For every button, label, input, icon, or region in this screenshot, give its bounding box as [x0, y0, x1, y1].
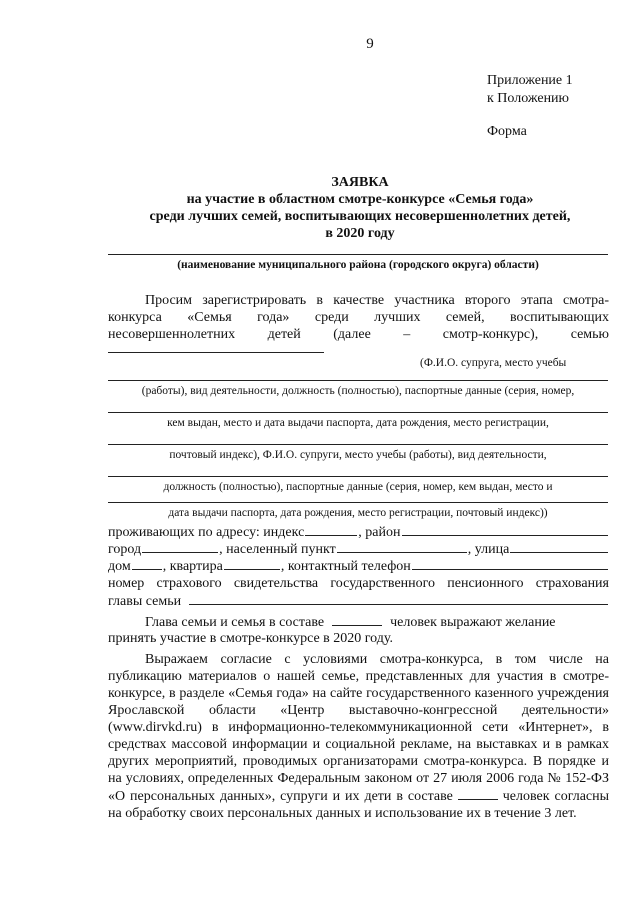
request-line-3: несовершеннолетних детей (далее – смотр-конкурс), семью: [108, 327, 609, 342]
consent-text-b: человек согласны на обработку своих персональных данных и использование их в течение 3 лет.: [108, 789, 610, 821]
title-line-3: среди лучших семей, воспитывающих несовершеннолетних детей,: [149, 209, 571, 224]
family-size-label-a: Глава семьи и семья в составе: [145, 615, 325, 630]
municipality-caption: (наименование муниципального района (городского округа) области): [177, 259, 539, 271]
fill-line-3[interactable]: [108, 444, 608, 445]
consent-text-a: Выражаем согласие с условиями смотра-конкурса, в том числе на публикацию материалов о нашей семье, представленных для участия в смотре-конкурсе, в разделе «Семья года» на сайте государственного казенного учреждения Ярославской области «Центр выставочно-конгрессной деятельности» (www.dirvkd.ru) в информационно-телекоммуникационной сети «Интернет», в средствах массовой информации и социальной рекламе, на выставках и в рамках других мероприятий, проводимых организаторами смотра-конкурса. В порядке и на условиях, определенных Федеральным законом от 27 июля 2006 года № 152-ФЗ «О персональных данных», супруги и их дети в составе: [108, 652, 609, 804]
district-field[interactable]: [402, 523, 609, 536]
house-field[interactable]: [132, 557, 162, 570]
annex-block: [487, 72, 573, 108]
children-count-field[interactable]: [458, 787, 498, 800]
street-field[interactable]: [510, 540, 608, 553]
snils-line: номер страхового свидетельства государственного пенсионного страхования: [108, 576, 609, 591]
caption-spouse-6: дата выдачи паспорта, дата рождения, место регистрации, почтовый индекс)): [168, 507, 548, 519]
caption-spouse-4: почтовый индекс), Ф.И.О. супруги, место учебы (работы), вид деятельности,: [169, 449, 547, 461]
family-size-line-2: принять участие в смотре-конкурсе в 2020 году.: [108, 631, 393, 646]
fill-line-2[interactable]: [108, 412, 608, 413]
address-apartment-label: , квартира: [162, 559, 223, 574]
address-index-label: проживающих по адресу: индекс: [108, 525, 305, 540]
page-number: 9: [366, 36, 374, 52]
address-row-1: [108, 523, 609, 540]
form-label: Форма: [487, 124, 527, 139]
family-size-row: [108, 613, 609, 630]
family-head-label: главы семьи: [108, 594, 182, 609]
caption-spouse-3: кем выдан, место и дата выдачи паспорта, дата рождения, место регистрации,: [167, 417, 549, 429]
title-line-1: ЗАЯВКА: [331, 175, 389, 190]
address-phone-label: , контактный телефон: [280, 559, 411, 574]
city-field[interactable]: [142, 540, 218, 553]
address-locality-label: , населенный пункт: [219, 542, 336, 557]
apartment-field[interactable]: [224, 557, 280, 570]
annex-line-1: Приложение 1: [487, 73, 573, 88]
consent-paragraph: [108, 651, 609, 822]
address-district-label: , район: [358, 525, 401, 540]
family-size-label-b: человек выражают желание: [390, 615, 556, 630]
municipality-line[interactable]: [108, 254, 608, 255]
request-line-1: Просим зарегистрировать в качестве участника второго этапа смотра-: [145, 293, 609, 308]
phone-field[interactable]: [412, 557, 608, 570]
address-city-label: город: [108, 542, 142, 557]
family-size-field[interactable]: [332, 613, 382, 626]
fill-line-5[interactable]: [108, 502, 608, 503]
family-head-row: [108, 592, 609, 609]
fill-line-4[interactable]: [108, 476, 608, 477]
annex-line-2: к Положению: [487, 91, 570, 106]
title-line-4: в 2020 году: [325, 226, 395, 241]
locality-field[interactable]: [337, 540, 467, 553]
request-line-2: конкурса «Семья года» среди лучших семей, воспитывающих: [108, 310, 609, 325]
address-house-label: дом: [108, 559, 131, 574]
title-line-2: на участие в областном смотре-конкурсе «Семья года»: [186, 192, 534, 207]
address-street-label: , улица: [467, 542, 510, 557]
index-field[interactable]: [305, 523, 357, 536]
family-head-field[interactable]: [189, 592, 608, 605]
family-name-line[interactable]: [108, 352, 324, 353]
address-row-3: [108, 557, 609, 574]
fill-line-1[interactable]: [108, 380, 608, 381]
caption-spouse-1: (Ф.И.О. супруга, место учебы: [420, 357, 567, 369]
caption-spouse-2: (работы), вид деятельности, должность (полностью), паспортные данные (серия, номер,: [141, 385, 575, 397]
caption-spouse-5: должность (полностью), паспортные данные (серия, номер, кем выдан, место и: [163, 481, 553, 493]
address-row-2: [108, 540, 609, 557]
